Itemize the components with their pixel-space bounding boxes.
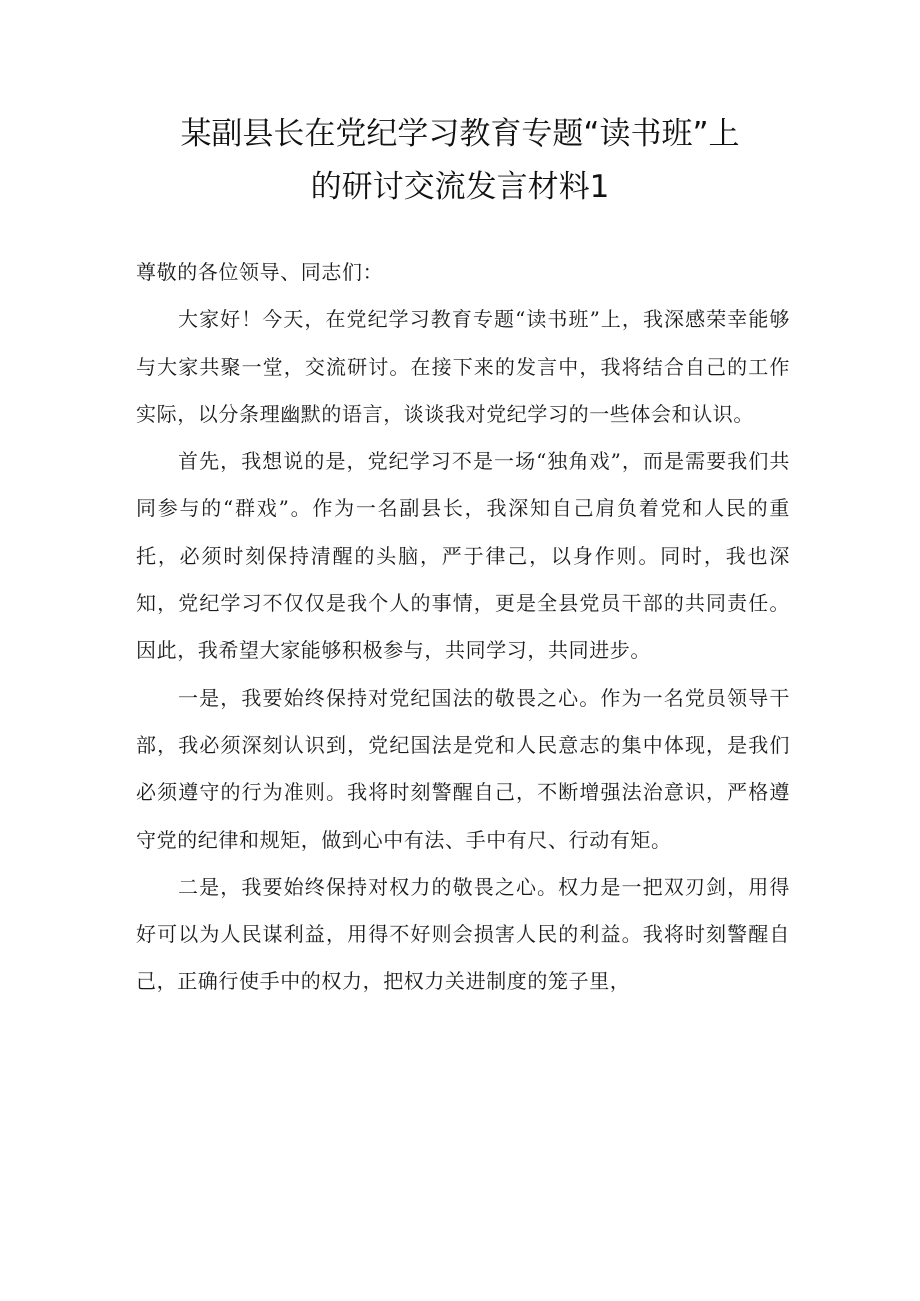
document-body: [136, 249, 790, 1006]
paragraph-point-two: 二是，我要始终保持对权力的敬畏之心。权力是一把双刃剑，用得好可以为人民谋利益，用得不好则会损害人民的利益。我将时刻警醒自己，正确行使手中的权力，把权力关进制度的笼子里，: [136, 874, 790, 994]
salutation: 尊敬的各位领导、同志们：: [136, 260, 384, 284]
paragraph-point-one: 一是，我要始终保持对党纪国法的敬畏之心。作为一名党员领导干部，我必须深刻认识到，党纪国法是党和人民意志的集中体现，是我们必须遵守的行为准则。我将时刻警醒自己，不断增强法治意识，严格遵守党的纪律和规矩，做到心中有法、手中有尺、行动有矩。: [136, 685, 790, 852]
document-title: [100, 108, 820, 214]
title-line-2: 的研讨交流发言材料1: [310, 169, 610, 205]
paragraph-greeting: 大家好！今天，在党纪学习教育专题“读书班”上，我深感荣幸能够与大家共聚一堂，交流研讨。在接下来的发言中，我将结合自己的工作实际，以分条理幽默的语言，谈谈我对党纪学习的一些体会和认识。: [136, 307, 790, 426]
paragraph-first: 首先，我想说的是，党纪学习不是一场“独角戏”，而是需要我们共同参与的“群戏”。作为一名副县长，我深知自己肩负着党和人民的重托，必须时刻保持清醒的头脑，严于律己，以身作则。同时，我也深知，党纪学习不仅仅是我个人的事情，更是全县党员干部的共同责任。因此，我希望大家能够积极参与，共同学习，共同进步。: [136, 449, 790, 663]
title-line-1: 某副县长在党纪学习教育专题“读书班”上: [180, 116, 740, 152]
